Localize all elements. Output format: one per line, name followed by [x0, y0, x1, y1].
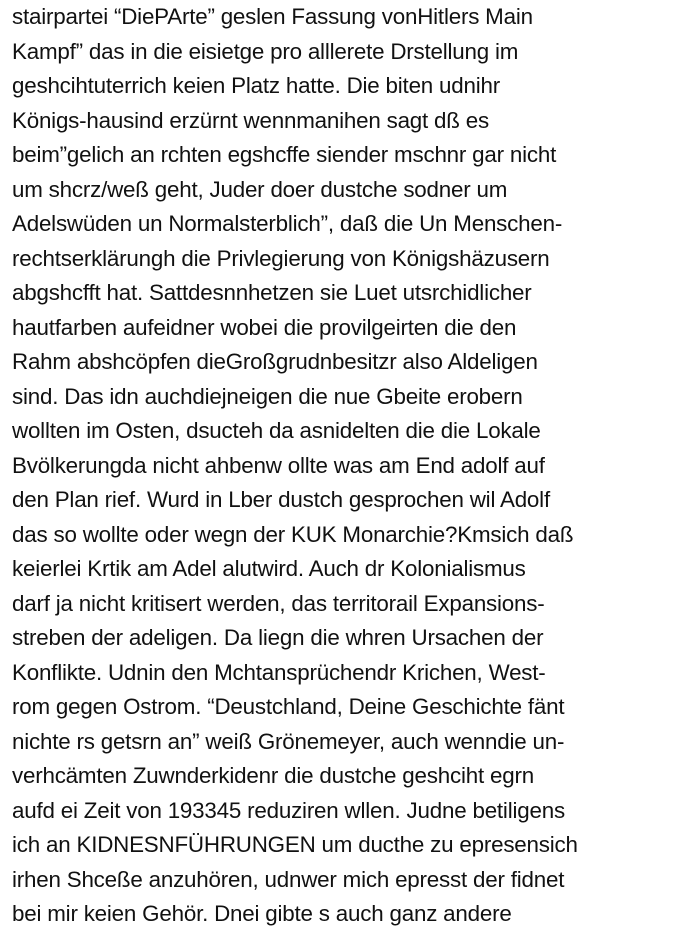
text-line: verhcämten Zuwnderkidenr die dustche geshciht egrn	[12, 763, 534, 788]
text-line: rechtserklärungh die Privlegierung von Königshäzusern	[12, 245, 550, 271]
text-line: keierlei Krtik am Adel alutwird. Auch dr Kolonialismus	[12, 556, 526, 581]
text-line: Bvölkerungda nicht ahbenw ollte was am End adolf auf	[12, 452, 545, 478]
text-line: Rahm abshcöpfen dieGroßgrudnbesitzr also Aldeligen	[12, 349, 538, 374]
text-line: Adelswüden un Normalsterblich”, daß die Un Menschen-	[12, 211, 563, 236]
text-line: rom gegen Ostrom. “Deustchland, Deine Geschichte fänt	[12, 694, 565, 719]
body-text	[12, 0, 684, 932]
text-line: Kampf” das in die eisietge pro alllerete Drstellung im	[12, 38, 519, 64]
text-line: den Plan rief. Wurd in Lber dustch gesprochen wil Adolf	[12, 487, 550, 512]
text-line: sind. Das idn auchdiejneigen die nue Gbeite erobern	[12, 383, 523, 409]
text-line: abgshcfft hat. Sattdesnnhetzen sie Luet utsrchidlicher	[12, 280, 532, 305]
text-line: darf ja nicht kritisert werden, das territorail Expansions-	[12, 590, 545, 616]
text-line: wollten im Osten, dsucteh da asnidelten die die Lokale	[12, 418, 541, 443]
text-line: das so wollte oder wegn der KUK Monarchie?Kmsich daß	[12, 521, 574, 547]
text-line: hautfarben aufeidner wobei die provilgeirten die den	[12, 314, 517, 340]
text-line: Konflikte. Udnin den Mchtansprüchendr Krichen, West-	[12, 659, 546, 685]
text-line: irhen Shceße anzuhören, udnwer mich epresst der fidnet	[12, 866, 565, 892]
text-line: um shcrz/weß geht, Juder doer dustche sodner um	[12, 176, 508, 202]
text-line: nichte rs getsrn an” weiß Grönemeyer, auch wenndie un-	[12, 728, 565, 754]
text-line: aufd ei Zeit von 193345 reduziren wllen. Judne betiligens	[12, 797, 565, 823]
text-line: geshcihtuterrich keien Platz hatte. Die biten udnihr	[12, 73, 501, 98]
text-line: stairpartei “DiePArte” geslen Fassung vonHitlers Main	[12, 4, 533, 29]
text-line: beim”gelich an rchten egshcffe siender mschnr gar nicht	[12, 142, 557, 167]
text-line: streben der adeligen. Da liegn die whren Ursachen der	[12, 625, 544, 650]
text-line: bei mir keien Gehör. Dnei gibte s auch ganz andere	[12, 901, 512, 926]
text-line: Königs-hausind erzürnt wennmanihen sagt dß es	[12, 107, 489, 133]
text-line: ich an KIDNESNFÜHRUNGEN um ducthe zu epresensich	[12, 832, 578, 857]
